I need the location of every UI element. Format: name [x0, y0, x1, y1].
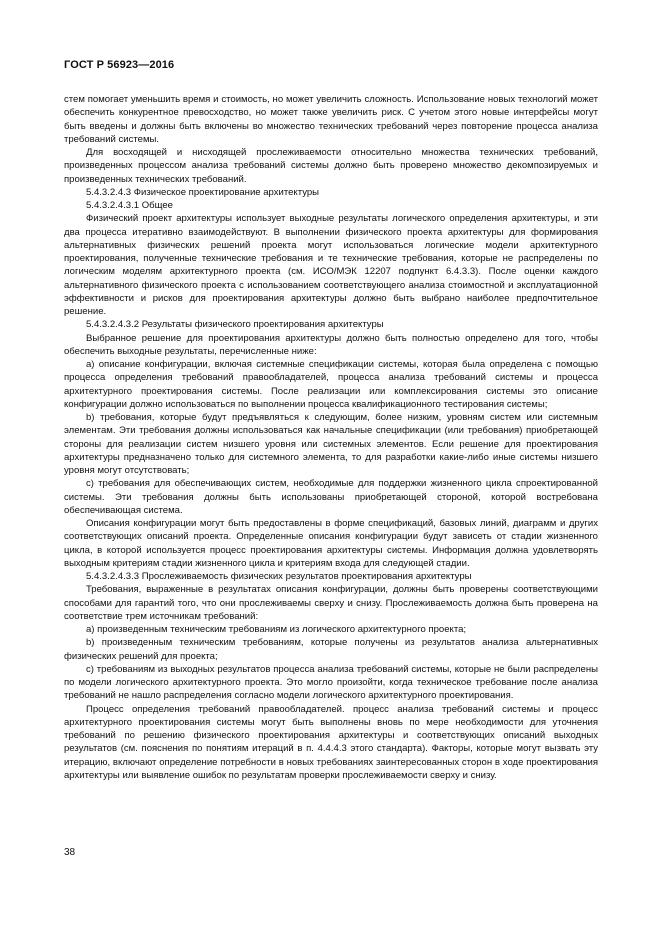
paragraph-iteration: Процесс определения требований правообладателей. процесс анализа требований системы и процесс архитектурного проектирования системы могут быть выполнены вновь по мере необходимости для уточнения требований по решению физического проектирования архитектуры и соответствующих описаний выходных результатов (см. пояснения по понятиям итераций в п. 4.4.4.3 этого стандарта). Факторы, которые могут вызвать эту итерацию, включают определение потребности в новых требованиях заинтересованных сторон в ходе проектирования архитектуры или выявление ошибок по результатам проверки прослеживаемости сверху и снизу.: [64, 703, 598, 781]
section-heading-physical-design: 5.4.3.2.4.3 Физическое проектирование архитектуры: [86, 186, 320, 198]
paragraph-physical-design: Физический проект архитектуры использует выходные результаты логического определения архитектуры, и эти два процесса итеративно взаимодействуют. В выполнении физического проекта архитектуры для формирования альтернативных физических решений проекта могут использоваться логические модели архитектурного проектирования, полученные технические требования и те технические требования, которые не распределены по логическим моделям архитектурного проекта (см. ИСО/МЭК 12207 подпункт 6.4.3.3). После оценки каждого альтернативного физического проекта с использованием соответствующего анализа стоимостной и эксплуатационной эффективности и рисков для проектирования архитектуры должно быть выбрано наиболее предпочтительное решение.: [64, 213, 598, 317]
list-item-b-2: b) произведенным техническим требованиям, которые получены из результатов анализа альтернативных физических решений для проекта;: [64, 637, 598, 662]
list-item-c-2: c) требованиям из выходных результатов процесса анализа требований системы, которые не были распределены по модели логического архитектурного проекта. Это могло произойти, когда техническое требование после анализа требований не нашло распределения согласно модели логического архитектурного проектирования.: [64, 663, 598, 702]
document-body: [64, 93, 598, 782]
list-item-a: a) описание конфигурации, включая системные спецификации системы, которая была определена с помощью процесса определения требований правообладателей, процесса анализа требований системы и процесса архитектурного проектирования системы. После реализации или комплексирования системы это описание конфигурации должно использоваться по выполнении процесса квалификационного тестирования системы;: [64, 359, 598, 410]
list-item-c: c) требования для обеспечивающих систем, необходимые для поддержки жизненного цикла спроектированной системы. Эти требования должны быть использованы приобретающей стороной, которой востребована обеспечивающая система.: [64, 478, 598, 516]
paragraph-continuation: стем помогает уменьшить время и стоимость, но может увеличить сложность. Использование новых технологий может обеспечить конкурентное превосходство, но может также увеличить риск. С учетом этого новые интерфейсы могут быть введены и должны быть включены во множество технических требований через повторение процесса анализа требований системы.: [64, 94, 598, 145]
paragraph-configuration-descriptions: Описания конфигурации могут быть предоставлены в форме спецификаций, базовых линий, диаграмм и других соответствующих описаний проекта. Определенные описания конфигурации будут зависеть от стадии жизненного цикла, в которой используется процесс проектирования архитектуры системы. Информация должна удовлетворять выходным критериям стадии жизненного цикла и критериям входа для следующей стадии.: [64, 518, 598, 569]
document-header: ГОСТ Р 56923—2016: [64, 59, 175, 71]
paragraph-traceability: Для восходящей и нисходящей прослеживаемости относительно множества технических требований, произведенных процессом анализа требований системы должно быть проверено множество декомпозируемых и произведенных технических требований.: [64, 147, 598, 185]
section-heading-results: 5.4.3.2.4.3.2 Результаты физического проектирования архитектуры: [86, 319, 384, 331]
list-item-a-2: a) произведенным техническим требованиям из логического архитектурного проекта;: [86, 624, 467, 635]
section-heading-traceability: 5.4.3.2.4.3.3 Прослеживаемость физических результатов проектирования архитектуры: [86, 571, 472, 582]
page-number: 38: [64, 847, 76, 858]
paragraph-selected-solution: Выбранное решение для проектирования архитектуры должно быть полностью определено для того, чтобы обеспечить выходные результаты, перечисленные ниже:: [64, 332, 598, 357]
paragraph-requirements-verified: Требования, выраженные в результатах описания конфигурации, должны быть проверены соответствующими способами для гарантий того, что они прослеживаемы сверху и снизу. Прослеживаемость должна быть проверена на соответствие трем источникам требований:: [64, 584, 598, 622]
section-heading-general: 5.4.3.2.4.3.1 Общее: [86, 200, 173, 211]
list-item-b: b) требования, которые будут предъявляться к следующим, более низким, уровням систем или системным элементам. Эти требования должны использоваться как начальные спецификации (или требования) приобретающей стороны для реализации систем низшего уровня или системных элементов. Если решение для проектирования архитектуры предназначено только для системного элемента, то для разработки какие-либо иные системы низшего уровня могут отсутствовать;: [64, 412, 598, 476]
